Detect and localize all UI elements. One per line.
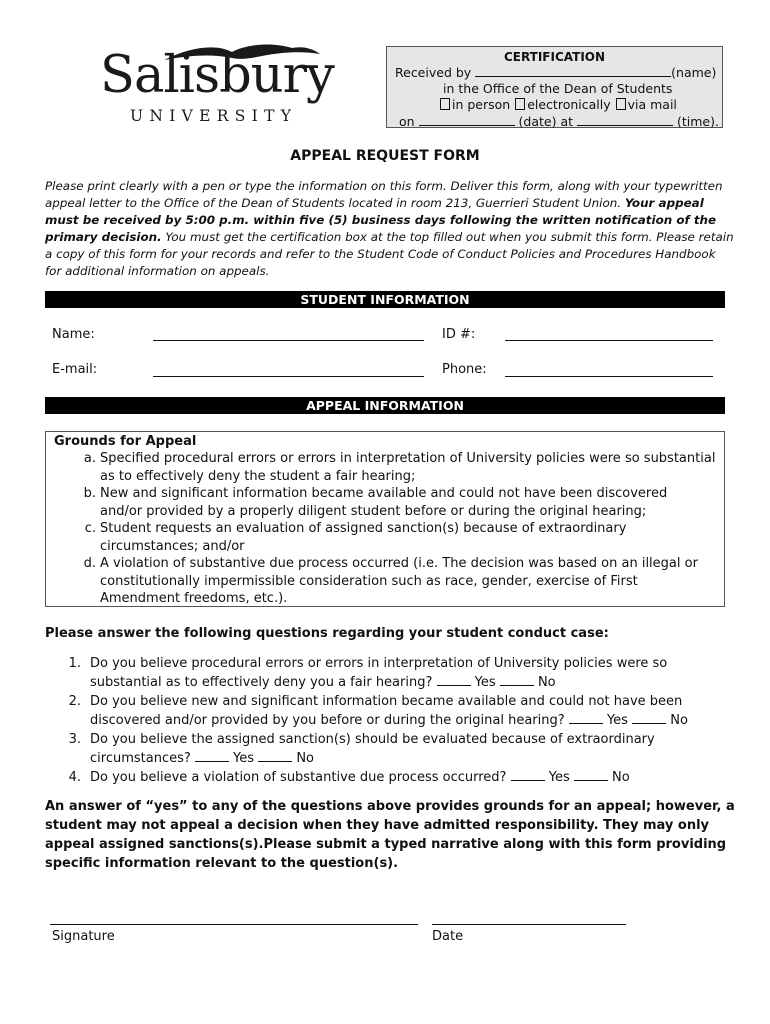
phone-input-line[interactable] (505, 376, 713, 377)
yes-label: Yes (606, 713, 628, 728)
id-field-label: ID #: (442, 327, 476, 342)
ground-text: Specified procedural errors or errors in interpretation of University policies were so substantial (100, 451, 716, 466)
electronically-checkbox[interactable] (515, 98, 525, 110)
in-person-checkbox[interactable] (440, 98, 450, 110)
intro-text-1: Please print clearly with a pen or type the information on this form. Deliver this form, along with your typewritten appeal letter to the Office of the Dean of Students located in room 213, Guerrieri Student Union. (45, 179, 723, 210)
no-label: No (296, 751, 315, 766)
ground-text: A violation of substantive due process occurred (i.e. The decision was based on an illegal or (100, 556, 698, 571)
id-input-line[interactable] (505, 340, 713, 341)
ground-text: Amendment freedoms, etc.). (100, 591, 288, 606)
question-text: discovered and/or provided by you before or during the original hearing? (90, 713, 565, 728)
yes-blank[interactable] (569, 711, 603, 724)
date-line[interactable] (432, 924, 626, 925)
time-label: (time). (677, 114, 719, 129)
signature-label: Signature (52, 929, 115, 944)
ground-text: as to effectively deny the student a fair hearing; (100, 468, 416, 484)
page-title: APPEAL REQUEST FORM (290, 148, 480, 164)
no-label: No (612, 770, 630, 785)
grounds-title: Grounds for Appeal (54, 434, 197, 449)
delivery-method-row (439, 97, 677, 114)
name-label: (name) (671, 65, 717, 80)
name-input-line[interactable] (153, 340, 424, 341)
in-person-label: in person (452, 97, 511, 112)
logo-subtitle: UNIVERSITY (130, 107, 298, 125)
question-text: Do you believe procedural errors or errors in interpretation of University policies were so (90, 656, 668, 671)
phone-field-label: Phone: (442, 362, 487, 377)
no-label: No (670, 713, 688, 728)
certification-title: CERTIFICATION (503, 50, 606, 64)
question-number: 1. (68, 656, 81, 671)
received-by-row (395, 65, 716, 82)
email-field-label: E-mail: (52, 362, 98, 377)
intro-deadline: Your appeal must be received by 5:00 p.m. within five (5) business days following the written notification of the primary decision. (45, 196, 717, 244)
ground-key: b. (83, 486, 96, 501)
question-text: circumstances? (90, 751, 191, 766)
signature-line[interactable] (50, 924, 418, 925)
certification-box (386, 46, 723, 128)
ground-text: New and significant information became available and could not have been discovered (100, 486, 668, 501)
no-blank[interactable] (574, 768, 608, 781)
date-at-label: (date) at (518, 114, 574, 129)
yes-blank[interactable] (195, 749, 229, 762)
electronically-label: electronically (527, 97, 611, 112)
instructions-paragraph (45, 178, 735, 280)
ground-key: c. (84, 521, 96, 536)
university-logo (100, 42, 335, 132)
question-number: 3. (68, 732, 81, 747)
via-mail-label: via mail (627, 97, 677, 112)
question-text: Do you believe new and significant information became available and could not have been (90, 694, 683, 709)
no-label: No (537, 675, 556, 690)
ground-key: a. (83, 451, 96, 466)
grounds-for-appeal-box (45, 431, 725, 607)
question-text: substantial as to effectively deny you a fair hearing? (90, 675, 433, 690)
date-time-row (399, 114, 719, 131)
question-number: 2. (68, 694, 81, 709)
received-time-field[interactable] (577, 114, 673, 126)
name-field-label: Name: (52, 327, 95, 342)
yes-blank[interactable] (437, 673, 471, 686)
question-text: Do you believe the assigned sanction(s) should be evaluated because of extraordinary (90, 732, 655, 747)
on-label: on (399, 114, 415, 129)
appeal-info-header: APPEAL INFORMATION (45, 397, 725, 414)
closing-paragraph: An answer of “yes” to any of the questions above provides grounds for an appeal; however, a student may not appeal a decision when they have admitted responsibility. They may only appeal assigned sanctions(s).Please submit a typed narrative along with this form providing specific information relevant to the question(s). (45, 799, 735, 871)
office-row: in the Office of the Dean of Students (443, 81, 673, 96)
no-blank[interactable] (632, 711, 666, 724)
questions-header: Please answer the following questions regarding your student conduct case: (45, 626, 609, 641)
via-mail-checkbox[interactable] (616, 98, 626, 110)
ground-text: constitutionally impermissible consideration such as race, gender, exercise of First (100, 573, 638, 589)
no-blank[interactable] (258, 749, 292, 762)
no-blank[interactable] (500, 673, 534, 686)
received-by-label: Received by (395, 65, 472, 80)
ground-text: circumstances; and/or (100, 538, 245, 554)
received-date-field[interactable] (419, 114, 515, 126)
ground-text: Student requests an evaluation of assigned sanction(s) because of extraordinary (100, 521, 627, 536)
email-input-line[interactable] (153, 376, 424, 377)
yes-label: Yes (474, 675, 496, 690)
question-number: 4. (68, 770, 81, 785)
logo-wordmark: Salisbury (100, 46, 334, 105)
question-text: Do you believe a violation of substantive due process occurred? (90, 770, 507, 785)
ground-text: and/or provided by a properly diligent student before or during the original hearing; (100, 503, 647, 519)
ground-key: d. (83, 556, 96, 571)
received-by-field[interactable] (475, 65, 671, 77)
yes-label: Yes (233, 751, 255, 766)
date-label: Date (432, 929, 464, 944)
yes-blank[interactable] (511, 768, 545, 781)
yes-label: Yes (548, 770, 570, 785)
intro-text-2: You must get the certification box at the top filled out when you submit this form. Please retain a copy of this form for your records and refer to the Student Code of Conduct Policies and Procedures Handbook for additional information on appeals. (45, 230, 734, 278)
student-info-header: STUDENT INFORMATION (45, 291, 725, 308)
